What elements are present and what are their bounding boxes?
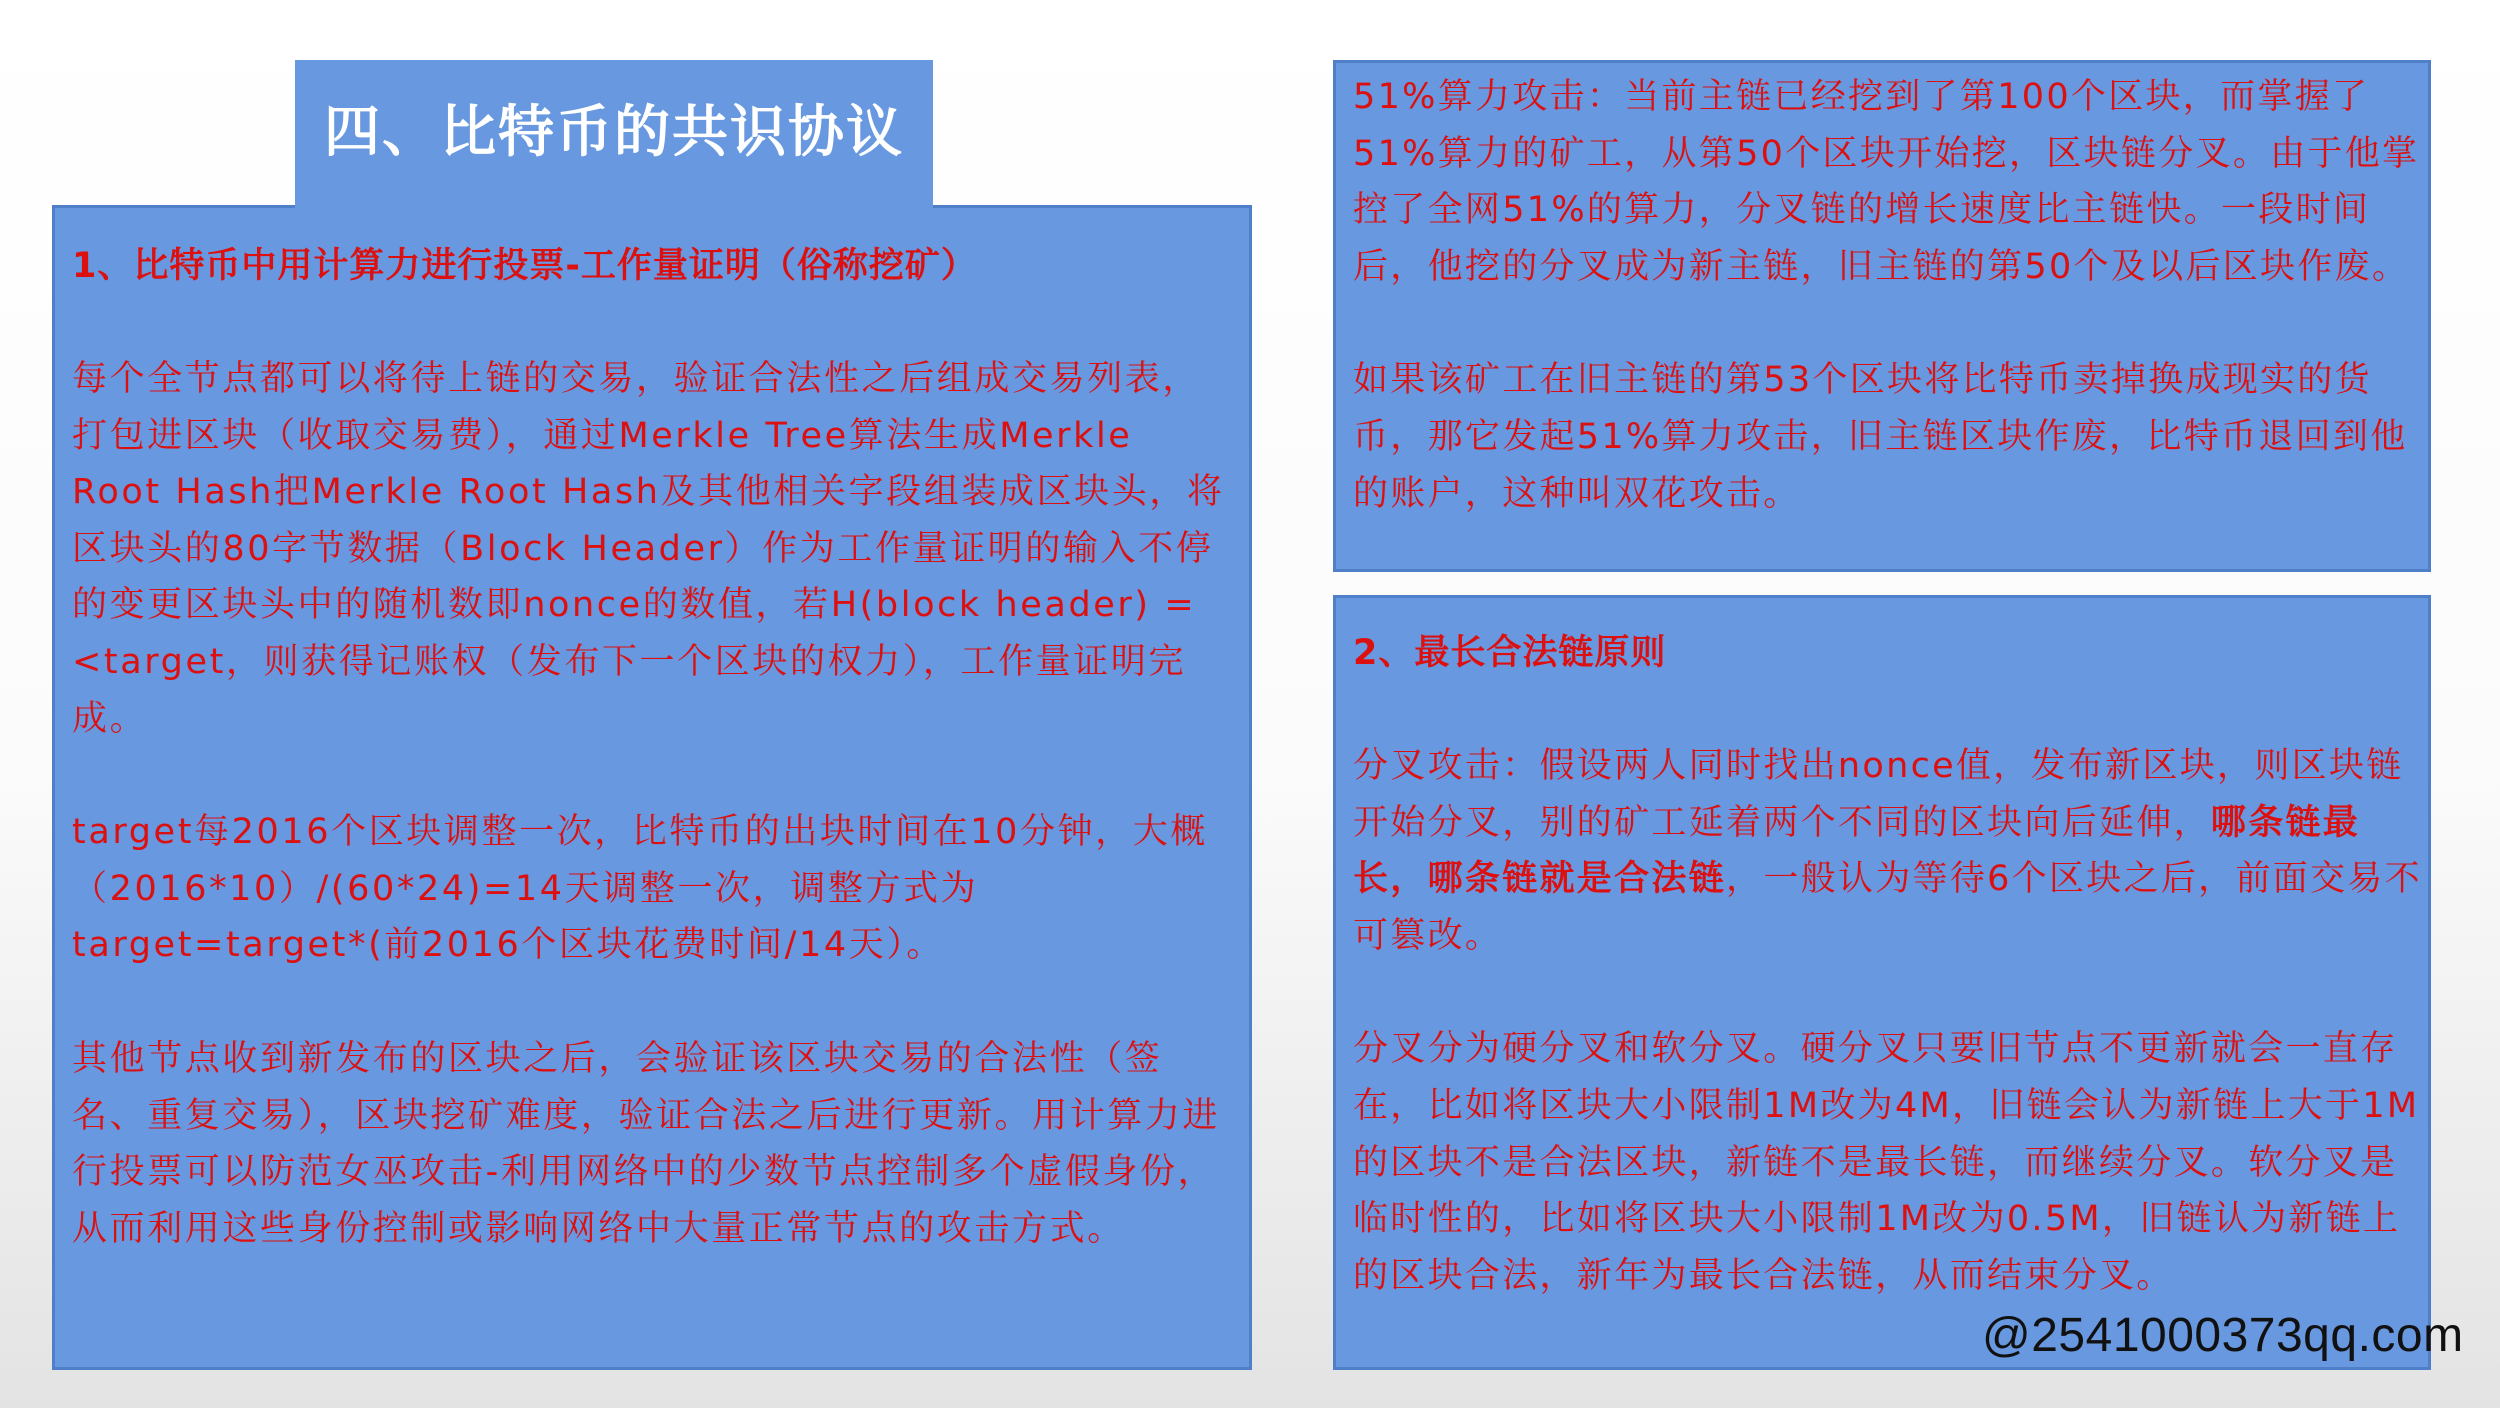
spacer [1353,681,2422,738]
spacer [72,294,1235,351]
watermark-text: @2541000373qq.com [1982,1309,2464,1362]
pow-panel [52,205,1252,1370]
fork-attack-text-end: ，一般认为等待6个区块之后，前面交易不可篡改。 [1353,859,2422,956]
pow-paragraph-1: 每个全节点都可以将待上链的交易，验证合法性之后组成交易列表，打包进区块（收取交易费），通过Merkle Tree算法生成Merkle Root Hash把Merkle Root Hash及其他相关字段组装成区块头，将区块头的80字节数据（Block Header）作为工作量证明的输入不停的变更区块头中的随机数即nonce的数值，若H(block header) =<target，则获得记账权（发布下一个区块的权力），工作量证明完成。 [72,359,1225,739]
fork-types-paragraph: 分叉分为硬分叉和软分叉。硬分叉只要旧节点不更新就会一直存在，比如将区块大小限制1M改为4M，旧链会认为新链上大于1M的区块不是合法区块，新链不是最长链，而继续分叉。软分叉是临时性的，比如将区块大小限制1M改为0.5M，旧链认为新链上的区块合法，新年为最长合法链，从而结束分叉。 [1353,1029,2420,1296]
fork-attack-paragraph [1353,738,2422,964]
longest-chain-rule-emphasis: 哪条链最长，哪条链就是合法链 [1353,802,2361,900]
pow-paragraph-3: 其他节点收到新发布的区块之后，会验证该区块交易的合法性（签名、重复交易），区块挖矿难度，验证合法之后进行更新。用计算力进行投票可以防范女巫攻击-利用网络中的少数节点控制多个虚假身份，从而利用这些身份控制或影响网络中大量正常节点的攻击方式。 [72,1038,1221,1249]
spacer [1353,964,2422,1021]
pow-heading: 1、比特币中用计算力进行投票-工作量证明（俗称挖矿） [72,246,977,286]
spacer [72,747,1235,804]
attack-panel [1333,60,2431,572]
title-tab [295,60,933,210]
pow-paragraph-2: target每2016个区块调整一次，比特币的出块时间在10分钟，大概（2016*10）/(60*24)=14天调整一次，调整方式为target=target*(前2016个区块花费时间/14天）。 [72,812,1209,966]
spacer [1353,295,2422,352]
attack-paragraph-1: 51%算力攻击：当前主链已经挖到了第100个区块，而掌握了51%算力的矿工，从第50个区块开始挖，区块链分叉。由于他掌控了全网51%的算力，分叉链的增长速度比主链快。一段时间后，他挖的分叉成为新主链，旧主链的第50个及以后区块作废。 [1353,77,2420,287]
longest-chain-panel [1333,595,2431,1370]
attack-paragraph-2: 如果该矿工在旧主链的第53个区块将比特币卖掉换成现实的货币，那它发起51%算力攻击，旧主链区块作废，比特币退回到他的账户，这种叫双花攻击。 [1353,360,2408,514]
longest-chain-heading: 2、最长合法链原则 [1353,633,1667,673]
fork-attack-text: 分叉攻击：假设两人同时找出nonce值，发布新区块，则区块链开始分叉，别的矿工延着两个不同的区块向后延伸， [1353,746,2404,843]
slide-title: 四、比特币的共识协议 [324,100,904,165]
spacer [72,974,1235,1031]
